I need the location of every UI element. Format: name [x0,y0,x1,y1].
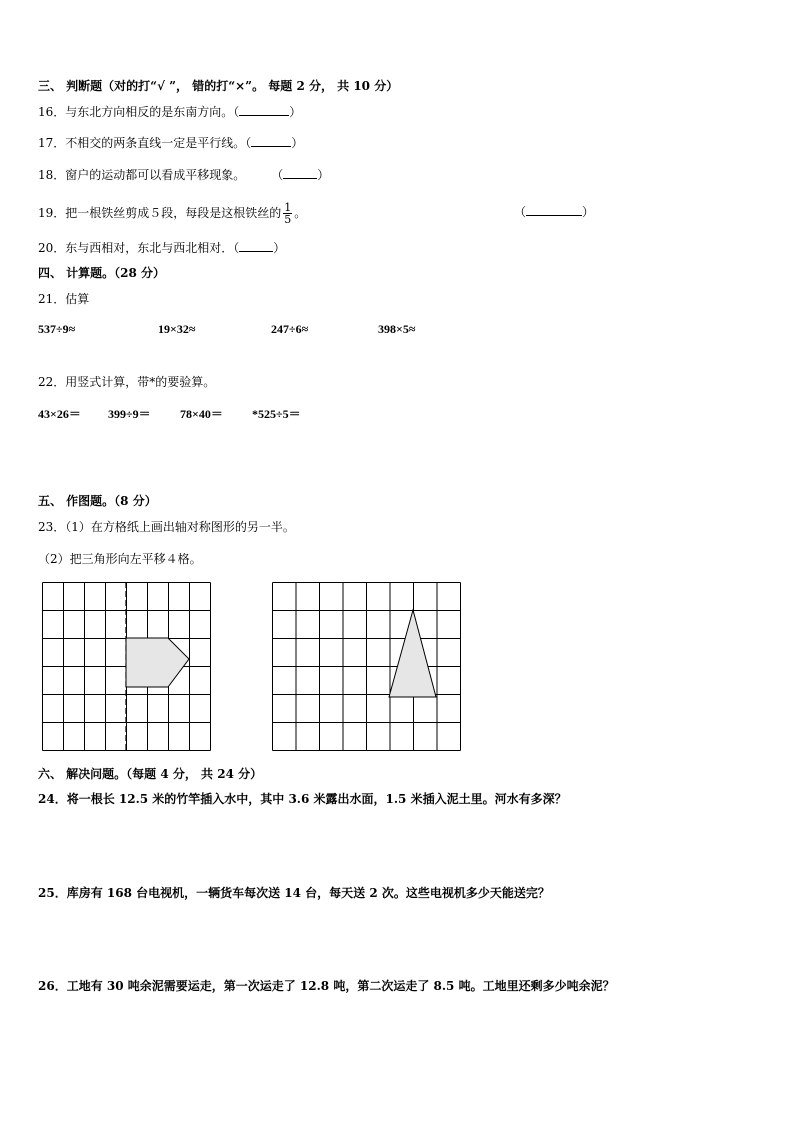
answer-blank-18[interactable] [283,167,317,179]
section-4-title: 四、 计算题。（28 分） [38,266,166,280]
fraction-one-fifth [283,202,292,225]
close-paren: ） [273,241,286,255]
estimate-item-1: 537÷9≈ [38,322,76,336]
question-19-text: 19．把一根铁丝剪成５段，每段是这根铁丝的 [38,206,282,220]
estimate-item-4: 398×5≈ [378,322,416,336]
question-25: 25．库房有 168 台电视机，一辆货车每次送 14 台，每天送 2 次。这些电视机多少天能送完？ [38,886,550,900]
close-paren: ） [291,136,304,150]
question-20-text: 20．东与西相对，东北与西北相对．（ [38,241,240,255]
estimate-item-3: 247÷6≈ [271,322,309,336]
question-20 [38,240,285,256]
answer-blank-19[interactable] [526,204,582,216]
question-26: 26．工地有 30 吨余泥需要运走，第一次运走了 12.8 吨，第二次运走了 8.5 吨。工地里还剩多少吨余泥？ [38,979,615,993]
answer-blank-17[interactable] [251,135,291,147]
triangle-shape [389,610,436,697]
question-17-text: 17．不相交的两条直线一定是平行线。（ [38,136,252,150]
question-19-answer [514,204,594,220]
half-shape [126,638,189,687]
section-5-title: 五、 作图题。（8 分） [38,494,157,508]
estimate-item-2: 19×32≈ [158,322,196,336]
grid-lines [273,583,461,751]
open-paren: （ [271,168,284,182]
section-3-title: 三、 判断题（对的打“√ ”， 错的打“×”。 每题 2 分， 共 10 分） [38,79,399,93]
open-paren: （ [514,205,527,219]
calc-item-2: 399÷9＝ [108,407,151,421]
answer-blank-20[interactable] [239,240,273,252]
close-paren: ） [582,205,595,219]
question-18 [38,167,329,183]
question-18-text: 18．窗户的运动都可以看成平移现象。 [38,168,246,182]
question-23-part-1: 23．（1）在方格纸上画出轴对称图形的另一半。 [38,520,295,534]
fraction-denominator: 5 [284,213,292,226]
question-22-title: 22．用竖式计算，带*的要验算。 [38,375,216,389]
question-24: 24．将一根长 12.5 米的竹竿插入水中，其中 3.6 米露出水面，1.5 米插入泥土里。河水有多深？ [38,792,567,806]
question-16-text: 16．与东北方向相反的是东南方向。（ [38,105,240,119]
question-17 [38,135,303,151]
question-19 [38,200,306,226]
question-23-part-2: （2）把三角形向左平移４格。 [38,552,202,566]
calc-item-3: 78×40＝ [180,407,223,421]
translation-grid [272,582,462,752]
fraction-numerator: 1 [284,201,292,214]
calc-item-1: 43×26＝ [38,407,81,421]
question-21-title: 21．估算 [38,292,90,306]
period: 。 [294,206,307,220]
answer-blank-16[interactable] [239,104,289,116]
close-paren: ） [289,105,302,119]
close-paren: ） [317,168,330,182]
question-16 [38,104,301,120]
calc-item-4: *525÷5＝ [252,407,301,421]
section-6-title: 六、 解决问题。（每题 4 分， 共 24 分） [38,767,263,781]
symmetry-grid [42,582,214,752]
